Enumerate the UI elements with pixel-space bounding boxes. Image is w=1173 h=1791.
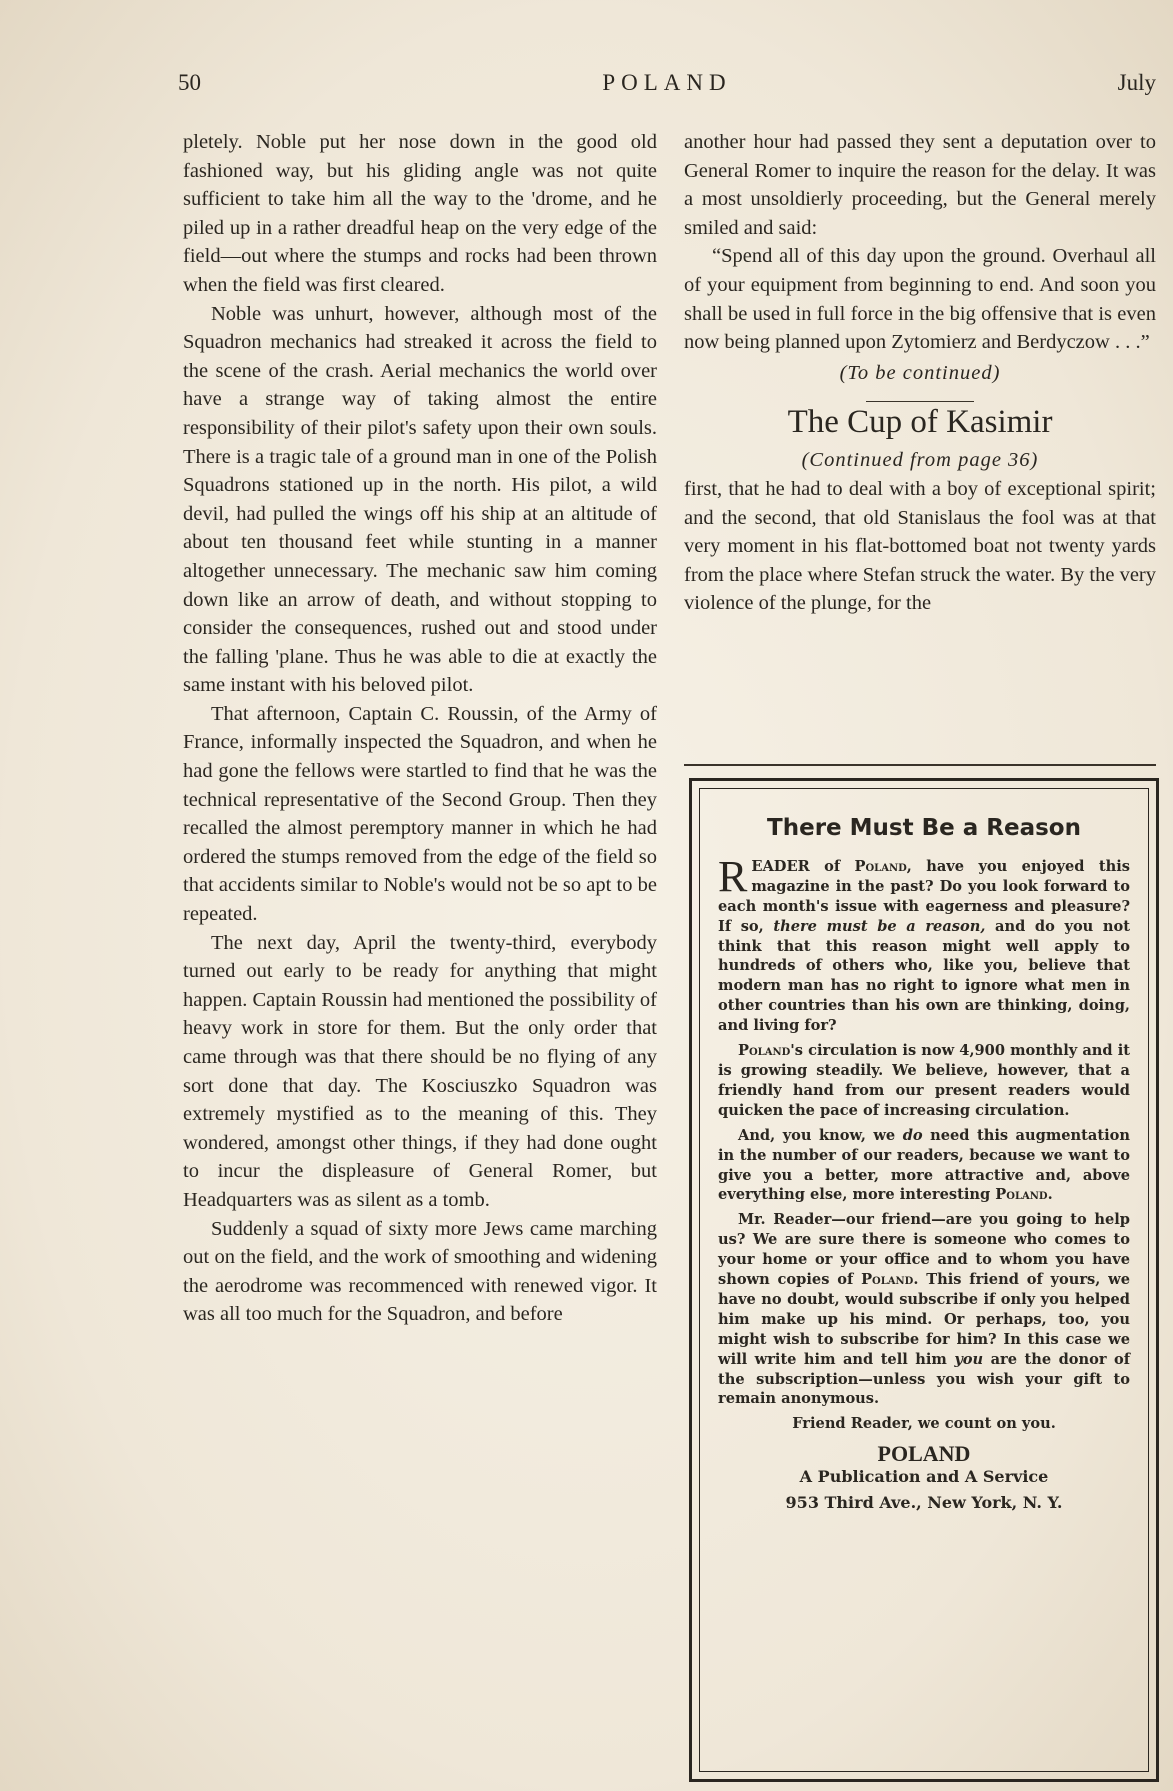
drop-cap: R (718, 851, 748, 901)
page-number: 50 (178, 70, 201, 95)
ad-paragraph-1 (718, 851, 1130, 1036)
ad-paragraph-4 (718, 1210, 1130, 1409)
ad-text: are the donor of the subscription—unless you wish your gift to remain anonymous. (718, 1350, 1131, 1408)
ad-text: , have you enjoyed this magazine in the past? Do you look forward to each month's issue with eagerness and pleasure? If so, (718, 857, 1130, 935)
ad-smallcaps: Poland (995, 1186, 1048, 1204)
ad-smallcaps: Poland (854, 857, 907, 875)
ad-text: 's circulation is now 4,900 monthly and it is growing steadily. We believe, however, that a friendly hand from our present readers would quicken the pace of increasing circulation. (718, 1042, 1130, 1119)
ad-title: There Must Be a Reason (767, 815, 1081, 841)
issue-month: July (1117, 70, 1156, 95)
left-paragraph-2: Noble was unhurt, however, although most of the Squadron mechanics had streaked it across the field to the scene of the crash. Aerial mechanics the world over have a strange way of taking almost the entire responsibility of their pilot's safety upon their own souls. There is a tragic tale of a ground man in one of the Polish Squadrons stationed up in the north. His pilot, a wild devil, had pulled the wings off his ship at an altitude of about ten thousand feet while stunting in a manner altogether unnecessary. The mechanic saw him coming down like an arrow of death, and without stopping to consider the consequences, rushed out and stood under the falling 'plane. Thus he was able to die at exactly the same instant with his beloved pilot. (183, 302, 657, 697)
ad-paragraph-3 (718, 1126, 1130, 1206)
continued-from-note: (Continued from page 36) (801, 449, 1039, 472)
ad-italic: there must be a reason, (773, 917, 986, 935)
left-paragraph-3: That afternoon, Captain C. Roussin, of the Army of France, informally inspected the Squadron, and when he had gone the fellows were startled to find that he was the technical representative of the Second Group. Then they recalled the almost peremptory manner in which he had ordered the stumps removed from the edge of the field so that accidents similar to Noble's would not be so apt to be repeated. (183, 702, 657, 926)
left-paragraph-1: pletely. Noble put her nose down in the good old fashioned way, but his gliding angle was not quite sufficient to take him all the way to the 'drome, and he piled up in a rather dreadful heap on the very edge of the field—out where the stumps and rocks had been thrown when the field was first cleared. (183, 131, 657, 296)
ad-address: 953 Third Ave., New York, N. Y. (785, 1493, 1063, 1513)
ad-text: Mr. Reader—our friend—are you going to help us? We are sure there is someone who comes to your home or your office and to whom you have shown copies of (718, 1211, 1130, 1289)
ad-paragraph-2 (718, 1041, 1130, 1121)
ad-smallcaps: Poland (738, 1042, 791, 1060)
ad-text: and do you not think that this reason might well apply to hundreds of others who, like you, believe that modern man has no right to ignore what men in other countries than his own are thinking, doing, and living for? (718, 917, 1130, 1035)
ad-text: And, you know, we (738, 1126, 903, 1144)
to-be-continued-note: (To be continued) (839, 361, 1001, 384)
story-paragraph: first, that he had to deal with a boy of exceptional spirit; and the second, that old Stanislaus the fool was at that very moment in his flat-bottomed boat not twenty yards from the place where Stefan struck the water. By the very violence of the plunge, for the (684, 477, 1156, 615)
right-paragraph-2: “Spend all of this day upon the ground. Overhaul all of your equipment from beginning to end. And soon you shall be used in full force in the big offensive that is even now being planned upon Zytomierz and Berdyczow . . .” (684, 245, 1156, 354)
ad-text: . (1047, 1186, 1053, 1204)
left-column (183, 128, 657, 1329)
ad-text: need this augmentation in the number of our readers, because we want to give you a better, more attractive and, above everything else, more interesting (718, 1126, 1130, 1204)
subscription-ad-inner (699, 788, 1149, 1772)
right-column (684, 128, 1156, 618)
subscription-ad-box (689, 778, 1159, 1782)
left-paragraph-4: The next day, April the twenty-third, everybody turned out early to be ready for anything that might happen. Captain Roussin had mentioned the possibility of heavy work in store for them. But the only order that came through was that there should be no flying of any sort done that day. The Kosciuszko Squadron was extremely mystified as to the meaning of this. They wondered, amongst other things, if they had done ought to incur the displeasure of General Romer, but Headquarters was as silent as a tomb. (183, 931, 657, 1211)
magazine-title: POLAND (602, 70, 732, 95)
ad-text: . This friend of yours, we have no doubt, would subscribe if only you helped him make up his mind. Or perhaps, too, you might wish to subscribe for him? In this case we will write him and tell him (718, 1271, 1131, 1368)
ad-tagline: A Publication and A Service (799, 1467, 1049, 1487)
story-title: The Cup of Kasimir (787, 404, 1053, 441)
ad-publisher-name: POLAND (877, 1441, 971, 1467)
ad-text: EADER of (751, 857, 855, 875)
right-paragraph-1: another hour had passed they sent a deputation over to General Romer to inquire the reason for the delay. It was a most unsoldierly proceeding, but the General merely smiled and said: (684, 131, 1156, 239)
left-paragraph-5: Suddenly a squad of sixty more Jews came marching out on the field, and the work of smoothing and widening the aerodrome was recommenced with renewed vigor. It was all too much for the Squadron, and before (183, 1217, 657, 1326)
ad-sign-off: Friend Reader, we count on you. (792, 1415, 1056, 1433)
ad-italic: do (902, 1126, 923, 1144)
page-header (178, 70, 1156, 110)
ad-smallcaps: Poland (861, 1271, 914, 1289)
column-divider-rule (684, 764, 1156, 766)
ad-italic: you (954, 1350, 984, 1368)
